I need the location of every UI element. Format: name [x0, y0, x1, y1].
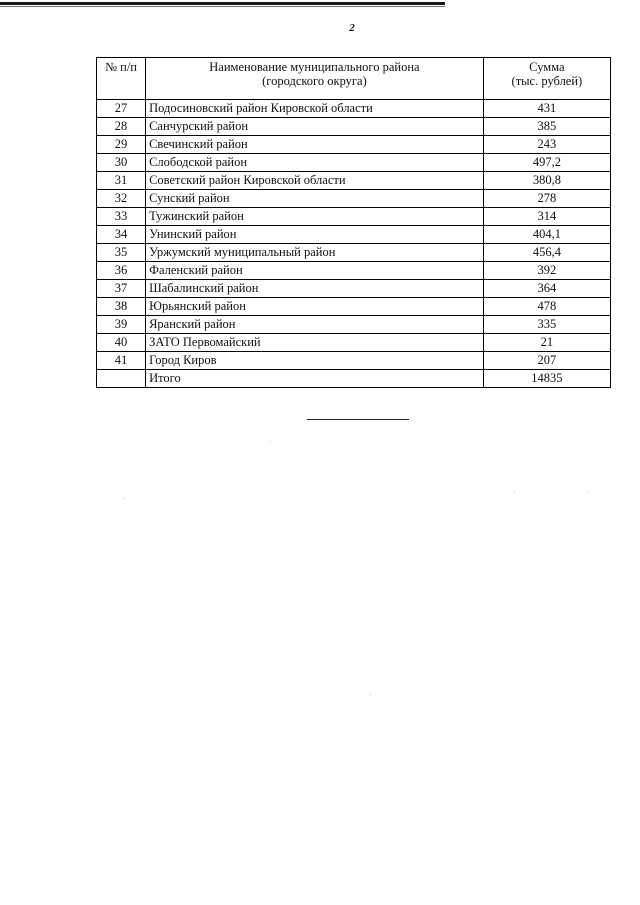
top-rule-thin: [0, 6, 445, 7]
header-number: № п/п: [97, 58, 146, 100]
top-rule: [0, 2, 445, 5]
table-row: [97, 118, 611, 136]
row-number: 37: [97, 280, 146, 298]
row-number: 36: [97, 262, 146, 280]
header-name-line1: Наименование муниципального района: [209, 60, 420, 74]
table-body: [97, 100, 611, 370]
row-district-name: Шабалинский район: [146, 280, 484, 298]
header-name-line2: (городского округа): [262, 73, 367, 88]
row-sum: 21: [483, 334, 610, 352]
row-number: 27: [97, 100, 146, 118]
row-district-name: Слободской район: [146, 154, 484, 172]
row-sum: 364: [483, 280, 610, 298]
row-number: 30: [97, 154, 146, 172]
row-district-name: Тужинский район: [146, 208, 484, 226]
row-district-name: Свечинский район: [146, 136, 484, 154]
row-district-name: Советский район Кировской области: [146, 172, 484, 190]
header-sum-line1: Сумма: [529, 60, 565, 74]
row-sum: 243: [483, 136, 610, 154]
page-number: 2: [349, 22, 355, 34]
row-district-name: Подосиновский район Кировской области: [146, 100, 484, 118]
table-row: [97, 244, 611, 262]
row-number: 31: [97, 172, 146, 190]
table-row: [97, 334, 611, 352]
table-row: [97, 190, 611, 208]
row-number: 32: [97, 190, 146, 208]
row-district-name: Уржумский муниципальный район: [146, 244, 484, 262]
row-sum: 314: [483, 208, 610, 226]
row-sum: 456,4: [483, 244, 610, 262]
header-sum: [483, 58, 610, 100]
table-row: [97, 316, 611, 334]
table-row: [97, 172, 611, 190]
end-rule: [307, 419, 409, 420]
table-row: [97, 298, 611, 316]
table-row: [97, 226, 611, 244]
row-sum: 431: [483, 100, 610, 118]
row-district-name: ЗАТО Первомайский: [146, 334, 484, 352]
allocation-table: [96, 57, 611, 388]
total-row: [97, 370, 611, 388]
scan-speck: [124, 498, 125, 499]
table-row: [97, 100, 611, 118]
row-number: 29: [97, 136, 146, 154]
table-row: [97, 280, 611, 298]
total-label: Итого: [146, 370, 484, 388]
row-district-name: Юрьянский район: [146, 298, 484, 316]
row-number: 33: [97, 208, 146, 226]
row-number: 39: [97, 316, 146, 334]
table-row: [97, 136, 611, 154]
header-name: [146, 58, 484, 100]
row-sum: 335: [483, 316, 610, 334]
row-district-name: Яранский район: [146, 316, 484, 334]
row-district-name: Сунский район: [146, 190, 484, 208]
row-number: 40: [97, 334, 146, 352]
scan-speck: [514, 492, 515, 493]
header-sum-line2: (тыс. рублей): [511, 73, 583, 88]
scan-speck: [587, 492, 588, 493]
row-sum: 392: [483, 262, 610, 280]
table-row: [97, 154, 611, 172]
row-sum: 497,2: [483, 154, 610, 172]
row-sum: 404,1: [483, 226, 610, 244]
row-number: 34: [97, 226, 146, 244]
row-district-name: Унинский район: [146, 226, 484, 244]
scan-speck: [370, 694, 371, 695]
row-sum: 278: [483, 190, 610, 208]
row-sum: 207: [483, 352, 610, 370]
row-number: 35: [97, 244, 146, 262]
row-number: 28: [97, 118, 146, 136]
scan-speck: [270, 441, 271, 442]
row-district-name: Фаленский район: [146, 262, 484, 280]
row-district-name: Город Киров: [146, 352, 484, 370]
table-row: [97, 262, 611, 280]
total-sum: 14835: [483, 370, 610, 388]
table-row: [97, 352, 611, 370]
row-sum: 380,8: [483, 172, 610, 190]
row-number: 41: [97, 352, 146, 370]
row-number: 38: [97, 298, 146, 316]
row-district-name: Санчурский район: [146, 118, 484, 136]
total-number: [97, 370, 146, 388]
row-sum: 385: [483, 118, 610, 136]
table-row: [97, 208, 611, 226]
table-header-row: [97, 58, 611, 100]
row-sum: 478: [483, 298, 610, 316]
